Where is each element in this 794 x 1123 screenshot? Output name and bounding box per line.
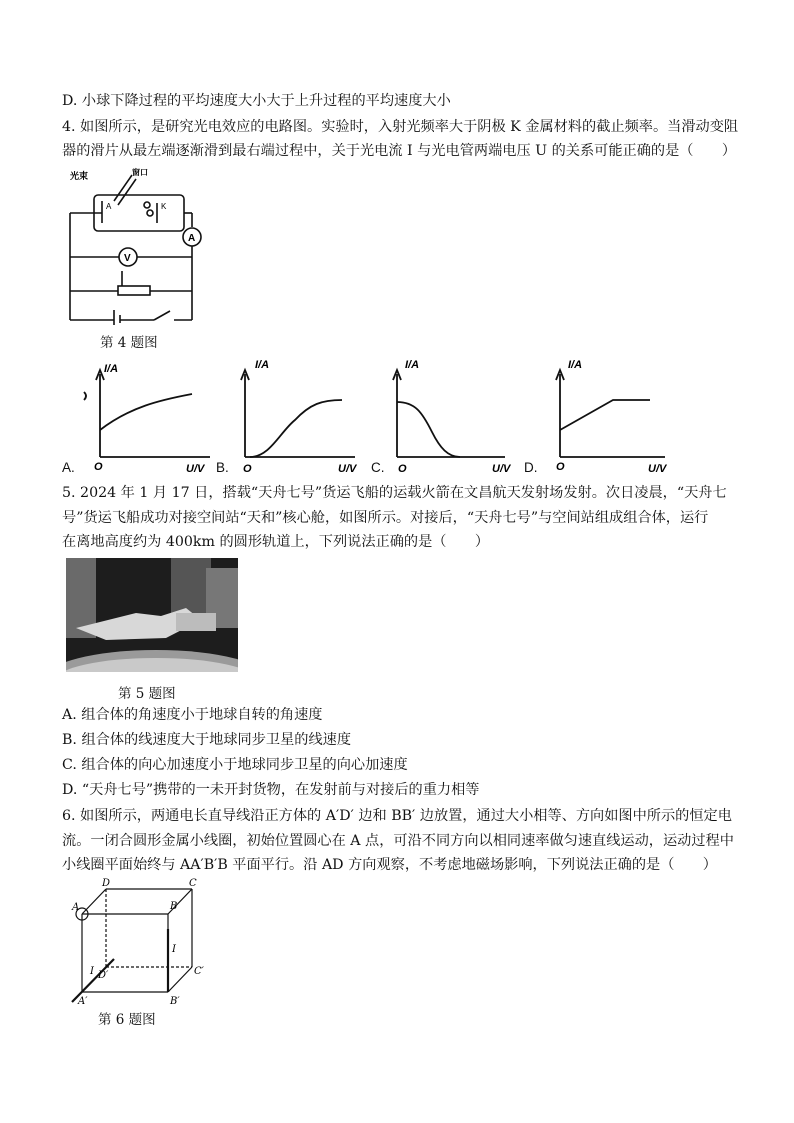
q4-circuit-diagram [62,165,212,325]
q6-text-line3: 小线圈平面始终与 AA′B′B 平面平行。沿 AD 方向观察，不考虑地磁场影响，下列说法正确的是（ ） [62,857,717,873]
label-d: D [102,878,111,889]
q5-option-c: C. 组合体的向心加速度小于地球同步卫星的向心加速度 [62,757,408,773]
q5-option-b: B. 组合体的线速度大于地球同步卫星的线速度 [62,732,352,748]
light-label: 光束 [70,171,89,181]
option-a-label: A. [62,460,75,475]
q6-caption: 第 6 题图 [98,1012,156,1028]
graph-b-x-label: U/V [338,463,357,475]
q5-option-d: D. “天舟七号”携带的一未开封货物，在发射前与对接后的重力相等 [62,782,480,798]
option-b-label: B. [216,460,229,475]
q6-text-line2: 流。一闭合圆形金属小线圈，初始位置圆心在 A 点，可沿不同方向以相同速率做匀速直线运动，运动过程中 [62,833,734,849]
graph-c-x-label: U/V [492,463,511,475]
label-c-prime: C′ [194,966,204,977]
q5-caption: 第 5 题图 [118,686,176,702]
ammeter-label: A [188,233,196,244]
graph-b-y-label: I/A [255,359,270,371]
label-d-prime: D′ [98,970,109,981]
label-i-right: I [172,944,176,955]
cathode-label: K [161,202,167,211]
q4-caption: 第 4 题图 [100,335,158,351]
voltmeter-label: V [124,253,131,264]
q3-option-d: D. 小球下降过程的平均速度大小大于上升过程的平均速度大小 [62,93,451,109]
graph-b-origin: O [243,463,252,475]
q4-text-line1: 4. 如图所示，是研究光电效应的电路图。实验时，入射光频率大于阴极 K 金属材料的截止频率。当滑动变阻 [62,119,739,135]
window-label: 窗口 [132,168,148,177]
q5-text-line1: 5. 2024 年 1 月 17 日，搭载“天舟七号”货运飞船的运载火箭在文昌航天发射场发射。次日凌晨，“天舟七 [62,485,727,501]
label-b-prime: B′ [170,996,180,1006]
q5-option-a: A. 组合体的角速度小于地球自转的角速度 [62,707,323,723]
q5-text-line2: 号”货运飞船成功对接空间站“天和”核心舱，如图所示。对接后，“天舟七号”与空间站组成组合体，运行 [62,510,709,526]
label-b: B [170,901,178,912]
graph-d-x-label: U/V [648,463,667,475]
q4-graph-options [60,352,680,477]
graph-d-origin: O [556,461,565,473]
graph-c-origin: O [398,463,407,475]
space-station-photo [66,558,238,672]
graph-a-x-label: U/V [186,463,205,475]
label-c: C [189,878,197,889]
label-a: A [72,902,80,913]
anode-label: A [106,202,112,211]
graph-d-y-label: I/A [568,359,583,371]
option-c-label: C. [371,460,385,475]
graph-a-origin: O [94,461,103,473]
graph-a-y-label: I/A [104,363,119,375]
graph-c-y-label: I/A [405,359,420,371]
label-i-left: I [90,966,94,977]
q4-text-line2: 器的滑片从最左端逐渐滑到最右端过程中，关于光电流 I 与光电管两端电压 U 的关系可能正确的是（ ） [62,143,737,159]
option-d-label: D. [524,460,538,475]
q5-text-line3: 在离地高度约为 400km 的圆形轨道上，下列说法正确的是（ ） [62,534,490,550]
label-a-prime: A′ [78,996,88,1006]
q6-text-line1: 6. 如图所示，两通电长直导线沿正方体的 A′D′ 边和 BB′ 边放置，通过大小相等、方向如图中所示的恒定电 [62,808,732,824]
q6-cube-diagram [62,874,212,1006]
